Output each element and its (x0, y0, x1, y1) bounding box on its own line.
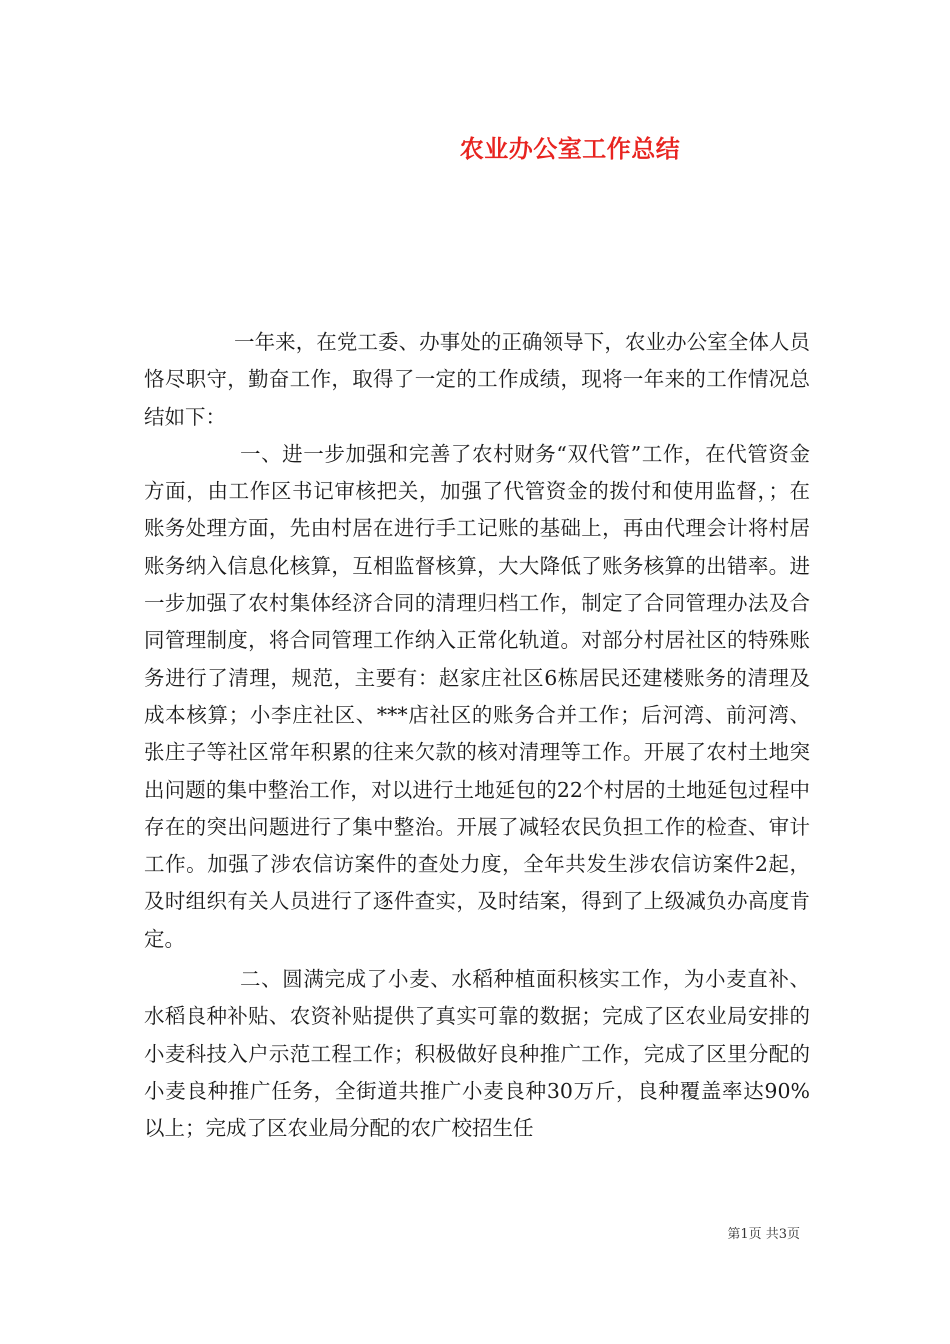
paragraph-section-1: 一、进一步加强和完善了农村财务“双代管”工作，在代管资金方面，由工作区书记审核把关，加强了代管资金的拨付和使用监督，；在账务处理方面，先由村居在进行手工记账的基础上，再由代理会计将村居账务纳入信息化核算，互相监督核算，大大降低了账务核算的出错率。进一步加强了农村集体经济合同的清理归档工作，制定了合同管理办法及合同管理制度，将合同管理工作纳入正常化轨道。对部分村居社区的特殊账务进行了清理，规范，主要有：赵家庄社区6栋居民还建楼账务的清理及成本核算；小李庄社区、***店社区的账务合并工作；后河湾、前河湾、张庄子等社区常年积累的往来欠款的核对清理等工作。开展了农村土地突出问题的集中整治工作，对以进行土地延包的22个村居的土地延包过程中存在的突出问题进行了集中整治。开展了减轻农民负担工作的检查、审计工作。加强了涉农信访案件的查处力度，全年共发生涉农信访案件2起，及时组织有关人员进行了逐件查实，及时结案，得到了上级减负办高度肯定。 (144, 441, 810, 951)
paragraph-section-2: 二、圆满完成了小麦、水稻种植面积核实工作，为小麦直补、水稻良种补贴、农资补贴提供了真实可靠的数据；完成了区农业局安排的小麦科技入户示范工程工作；积极做好良种推广工作，完成了区里分配的小麦良种推广任务，全街道共推广小麦良种30万斤，良种覆盖率达90%以上；完成了区农业局分配的农广校招生任 (144, 967, 810, 1141)
paragraph-intro: 一年来，在党工委、办事处的正确领导下，农业办公室全体人员恪尽职守，勤奋工作，取得了一定的工作成绩，现将一年来的工作情况总结如下： (144, 330, 810, 429)
document-body (144, 324, 810, 1148)
document-title: 农业办公室工作总结 (459, 134, 681, 163)
page-number: 第1页 共3页 (727, 1227, 800, 1242)
